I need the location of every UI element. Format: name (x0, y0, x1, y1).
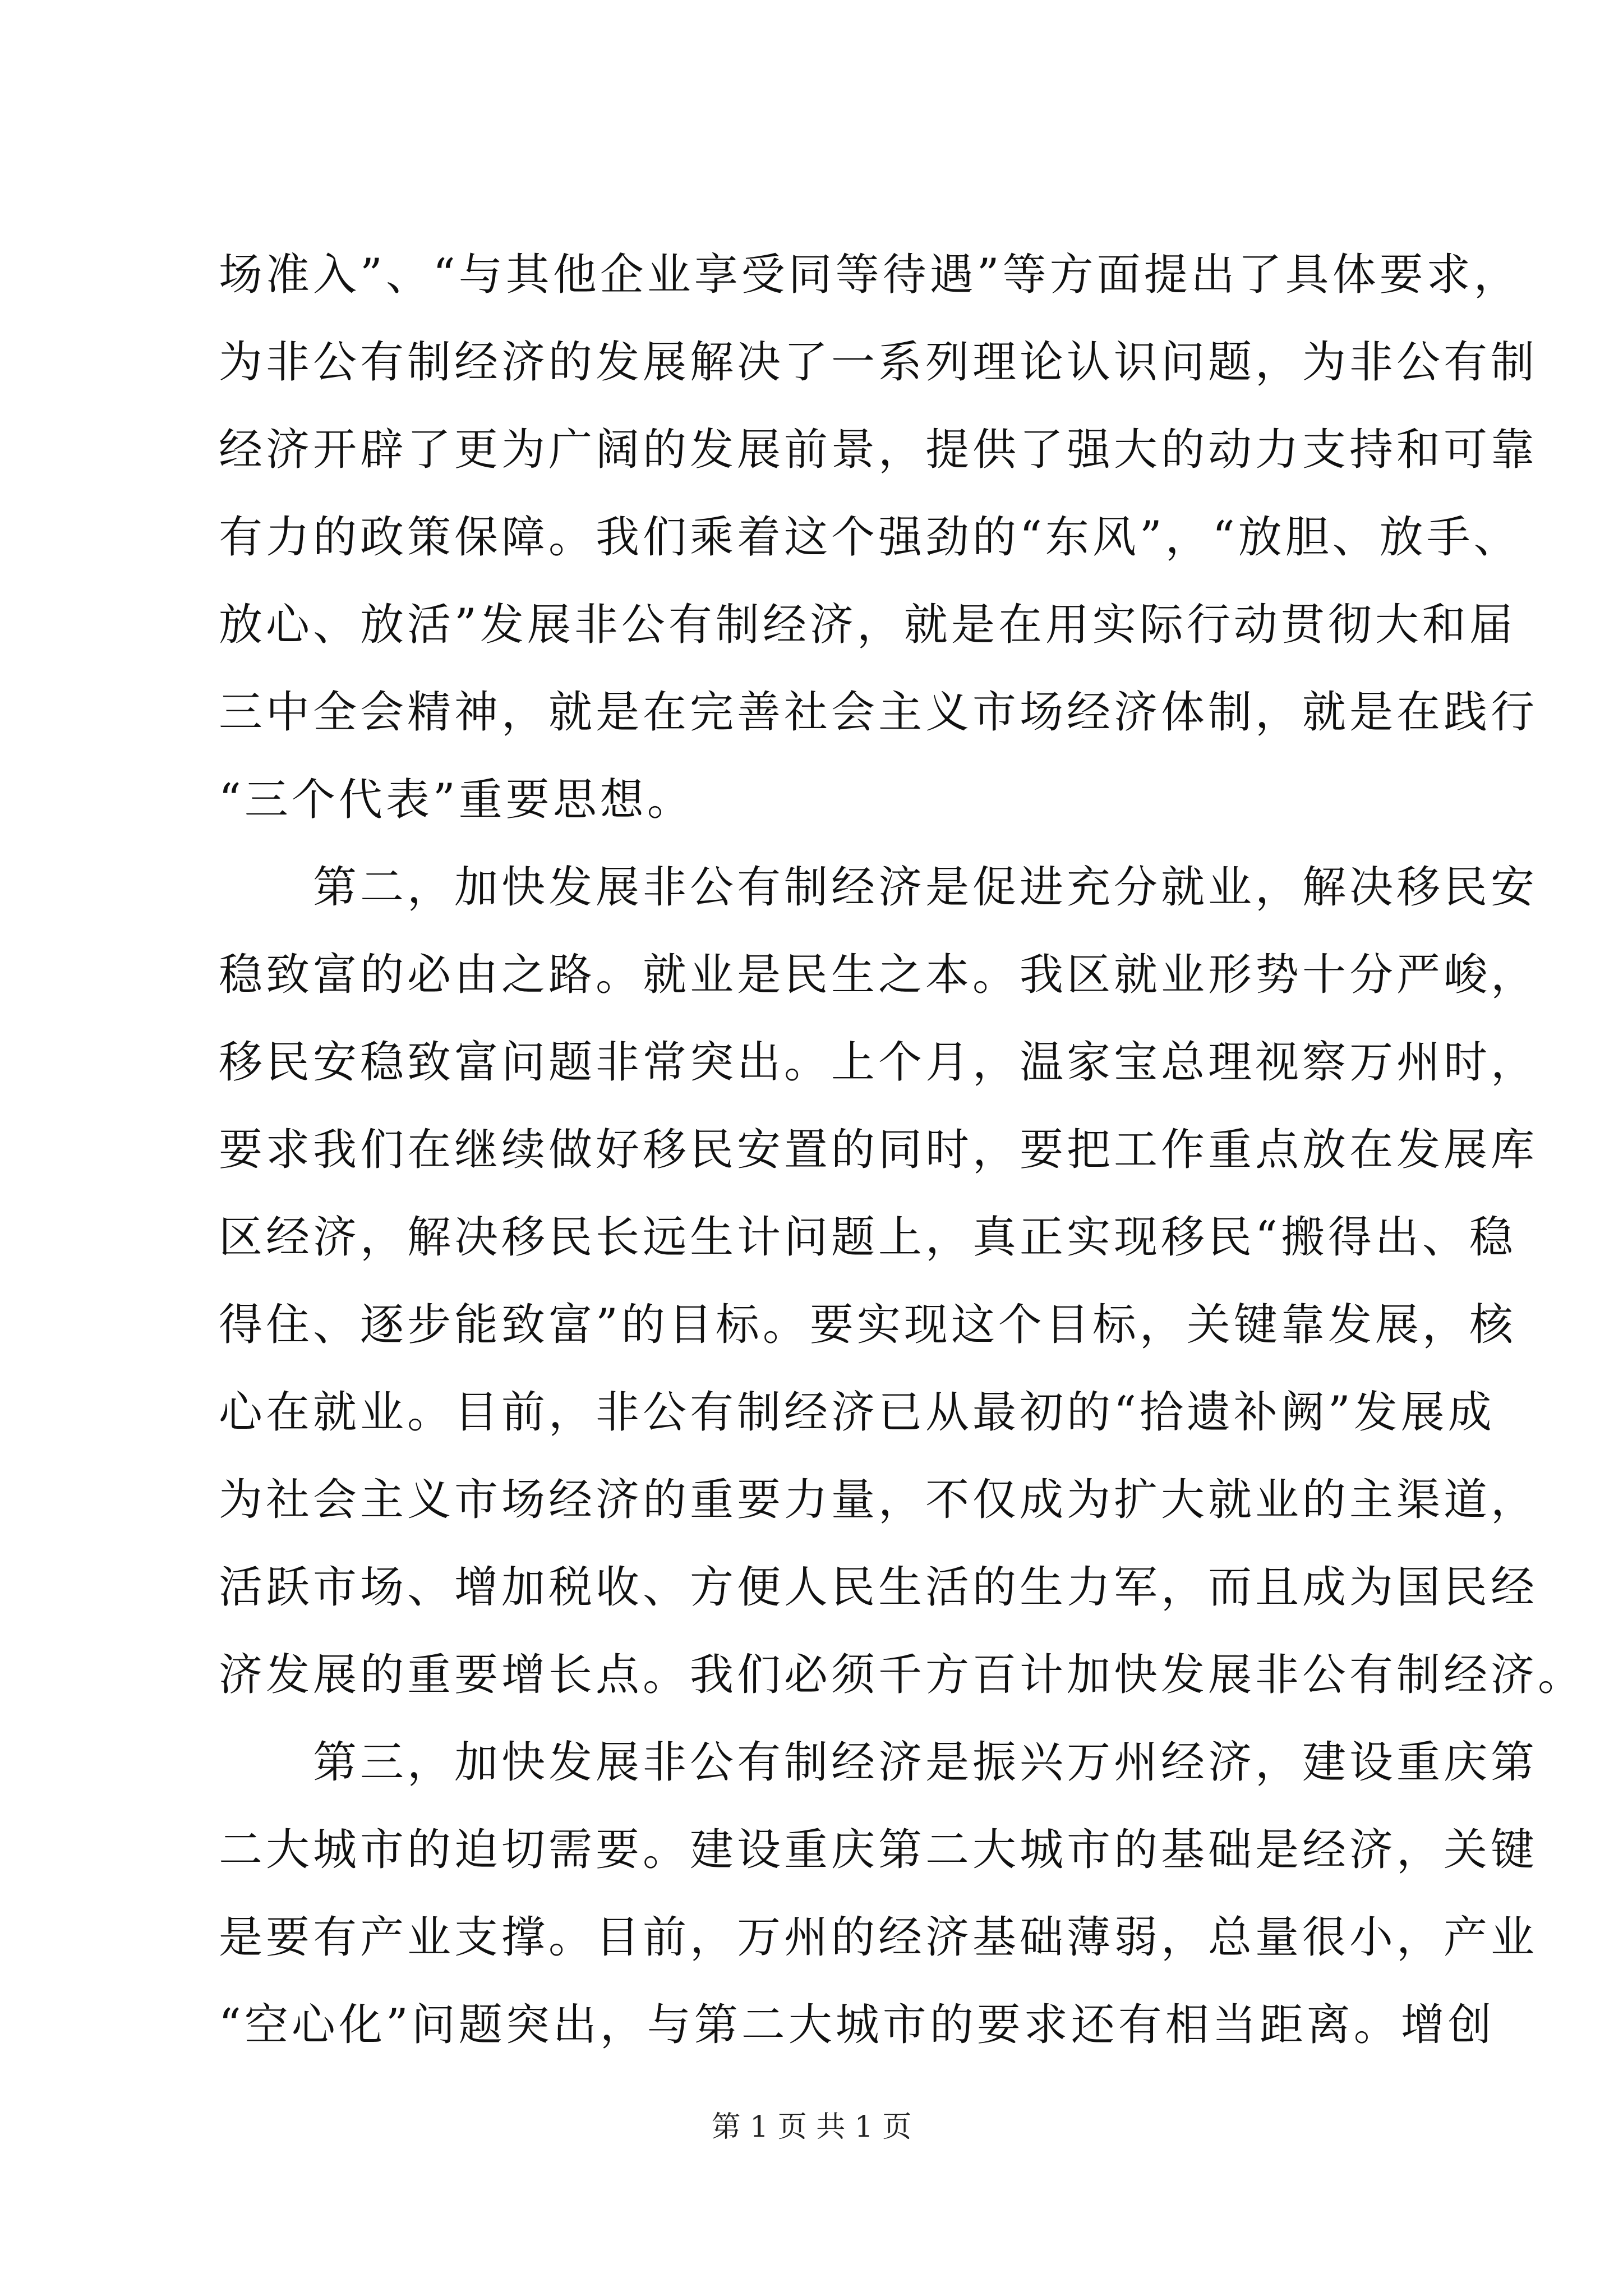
text-line: 要求我们在继续做好移民安置的同时，要把工作重点放在发展库 (219, 1125, 1538, 1175)
text-line: 第二，加快发展非公有制经济是促进充分就业，解决移民安 (219, 862, 1538, 913)
text-line: 稳致富的必由之路。就业是民生之本。我区就业形势十分严峻， (219, 950, 1538, 1000)
text-line: 济发展的重要增长点。我们必须千方百计加快发展非公有制经济。 (219, 1650, 1585, 1700)
text-line: 移民安稳致富问题非常突出。上个月，温家宝总理视察万州时， (219, 1037, 1538, 1088)
text-line: “空心化”问题突出，与第二大城市的要求还有相当距离。增创 (219, 2000, 1495, 2050)
text-line: 为社会主义市场经济的重要力量，不仅成为扩大就业的主渠道， (219, 1475, 1538, 1525)
document-body (219, 231, 1585, 2069)
text-line: 场准入”、“与其他企业享受同等待遇”等方面提出了具体要求， (219, 250, 1521, 300)
page-footer: 第 1 页 共 1 页 (711, 2110, 912, 2144)
text-line: 三中全会精神，就是在完善社会主义市场经济体制，就是在践行 (219, 687, 1538, 738)
text-line: 得住、逐步能致富”的目标。要实现这个目标，关键靠发展，核 (219, 1300, 1516, 1350)
text-line: 区经济，解决移民长远生计问题上，真正实现移民“搬得出、稳 (219, 1212, 1516, 1263)
text-line: 活跃市场、增加税收、方便人民生活的生力军，而且成为国民经 (219, 1562, 1538, 1613)
text-line: 放心、放活”发展非公有制经济，就是在用实际行动贯彻大和届 (219, 600, 1516, 650)
text-line: 二大城市的迫切需要。建设重庆第二大城市的基础是经济，关键 (219, 1825, 1538, 1875)
text-line: “三个代表”重要思想。 (219, 775, 694, 825)
text-line: 第三，加快发展非公有制经济是振兴万州经济，建设重庆第 (219, 1737, 1538, 1788)
text-line: 是要有产业支撑。目前，万州的经济基础薄弱，总量很小，产业 (219, 1912, 1538, 1963)
text-line: 经济开辟了更为广阔的发展前景，提供了强大的动力支持和可靠 (219, 425, 1538, 475)
text-line: 为非公有制经济的发展解决了一系列理论认识问题，为非公有制 (219, 337, 1538, 388)
text-line: 有力的政策保障。我们乘着这个强劲的“东风”，“放胆、放手、 (219, 512, 1521, 563)
text-line: 心在就业。目前，非公有制经济已从最初的“拾遗补阙”发展成 (219, 1387, 1495, 1438)
